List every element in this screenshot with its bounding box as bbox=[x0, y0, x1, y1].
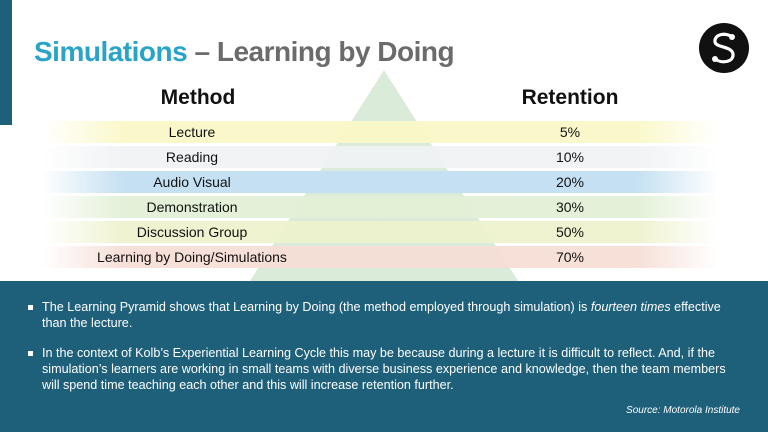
table-row bbox=[42, 221, 718, 243]
method-cell: Learning by Doing/Simulations bbox=[97, 249, 287, 265]
table-row bbox=[42, 121, 718, 143]
method-cell: Demonstration bbox=[146, 199, 238, 215]
source-citation: Source: Motorola Institute bbox=[626, 405, 740, 416]
method-cell: Reading bbox=[165, 149, 219, 165]
method-cell: Discussion Group bbox=[136, 224, 248, 240]
bullet-item bbox=[28, 299, 740, 331]
accent-bar bbox=[0, 0, 12, 125]
retention-column-header: Retention bbox=[521, 86, 619, 109]
slide-title bbox=[34, 36, 454, 68]
bullet-square-icon bbox=[28, 305, 33, 310]
method-cell: Lecture bbox=[168, 124, 216, 140]
table-row bbox=[42, 246, 718, 268]
bullet-text: In the context of Kolb’s Experiential Learning Cycle this may be because during a lecture it is difficult to reflect. And, if the simulation’s learners are working in small teams with diverse business experience and knowledge, then the team members will spend time teaching each other and this will increase retention further. bbox=[42, 346, 726, 392]
method-column-header: Method bbox=[160, 86, 236, 109]
retention-cell: 50% bbox=[555, 224, 585, 240]
bullet-text-lead: The Learning Pyramid shows that Learning by Doing (the method employed through simulation) is bbox=[42, 300, 591, 314]
bullet-text-tail: effective than the lecture. bbox=[42, 300, 721, 330]
bullet-text bbox=[28, 299, 740, 331]
brand-logo-icon bbox=[698, 22, 750, 74]
title-subtitle: – Learning by Doing bbox=[187, 36, 455, 67]
retention-cell: 5% bbox=[559, 124, 581, 140]
bullet-emphasis: fourteen times bbox=[590, 300, 671, 314]
table-row bbox=[42, 196, 718, 218]
retention-cell: 70% bbox=[555, 249, 585, 265]
method-cell: Audio Visual bbox=[153, 174, 231, 190]
retention-cell: 20% bbox=[555, 174, 585, 190]
table-row bbox=[42, 146, 718, 168]
title-highlight: Simulations bbox=[34, 36, 188, 67]
retention-cell: 30% bbox=[555, 199, 585, 215]
bullet-item bbox=[28, 345, 740, 393]
bullet-square-icon bbox=[28, 351, 33, 356]
retention-cell: 10% bbox=[555, 149, 585, 165]
table-row bbox=[42, 171, 718, 193]
